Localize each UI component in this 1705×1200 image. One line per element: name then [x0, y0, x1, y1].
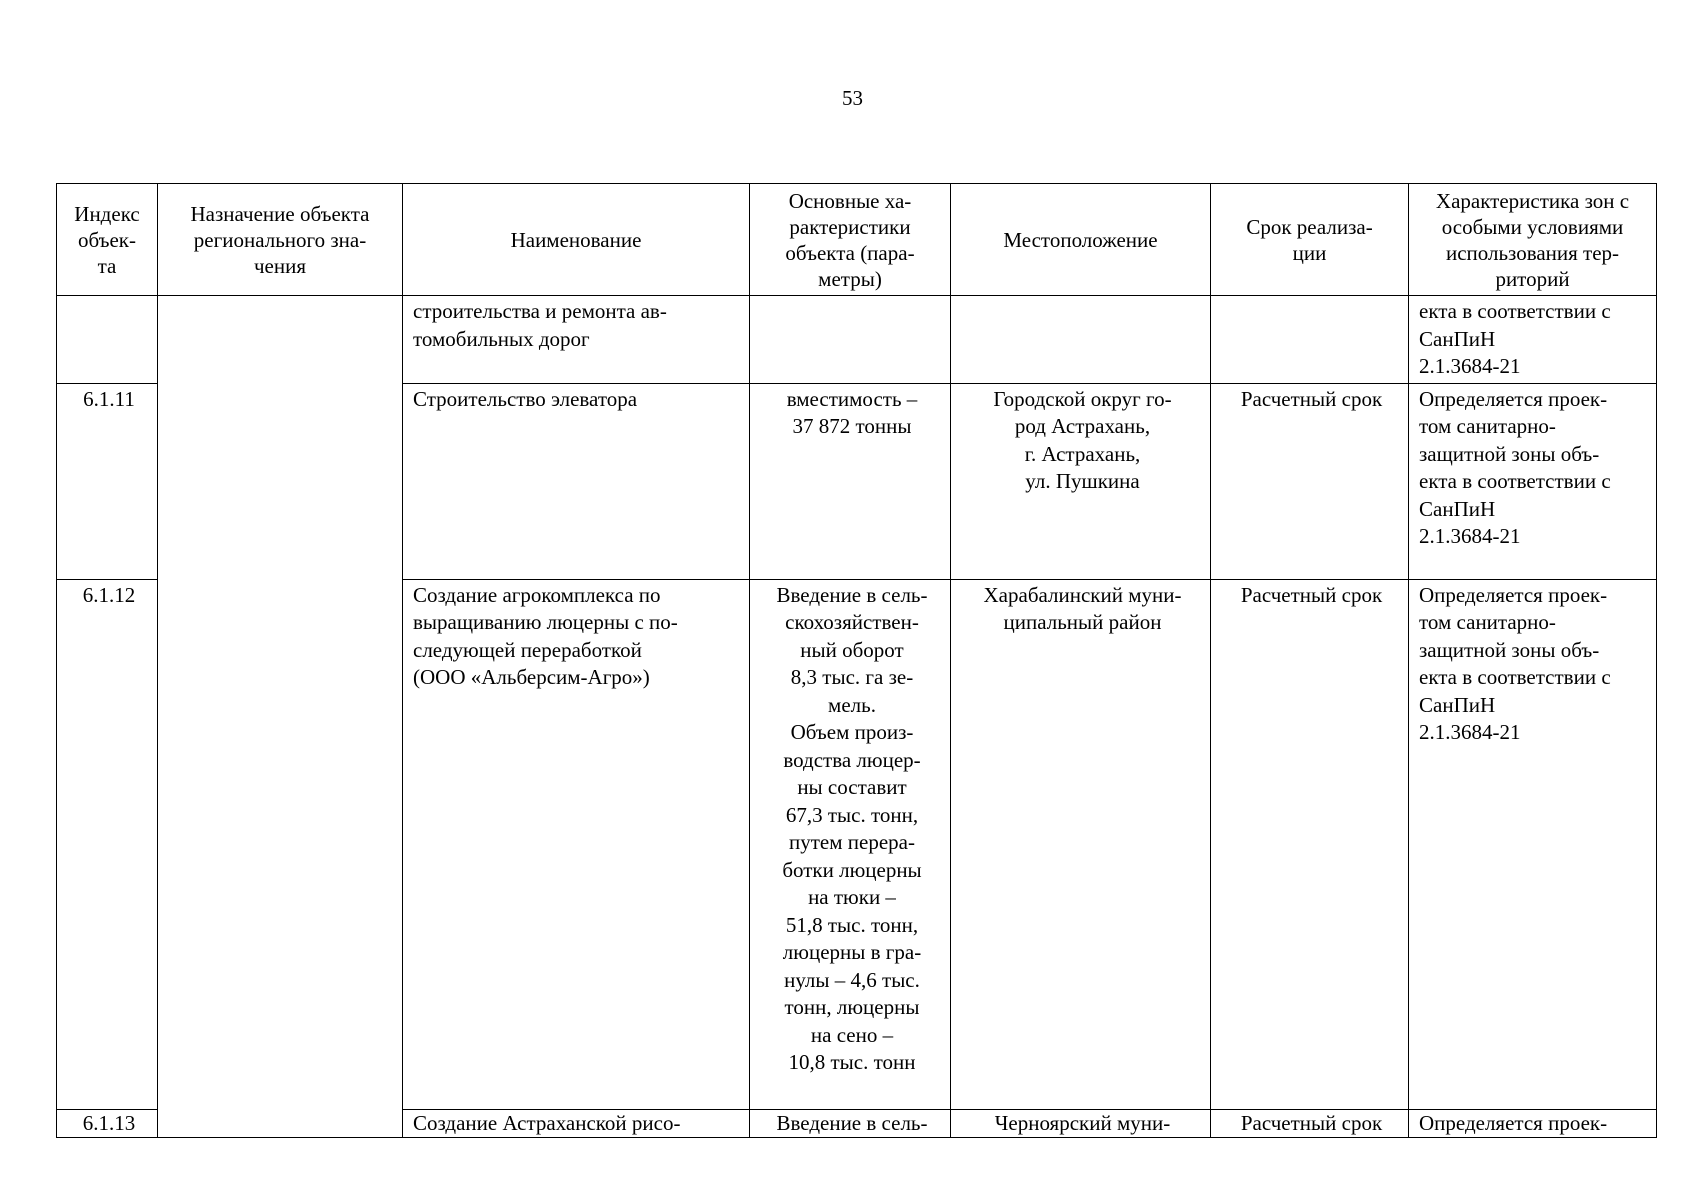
cell-zones: Определяется проек- [1409, 1109, 1657, 1138]
header-zones: Характеристика зон с особыми условиями использования тер- риторий [1409, 184, 1657, 296]
cell-name: Строительство элеватора [403, 383, 750, 579]
cell-term: Расчетный срок [1211, 383, 1409, 579]
cell-zones: Определяется проек- том санитарно- защитной зоны объ- екта в соответствии с СанПиН 2.1.3684-21 [1409, 383, 1657, 579]
cell-index: 6.1.11 [57, 383, 158, 579]
cell-params [750, 296, 951, 384]
cell-location: Черноярский муни- [951, 1109, 1211, 1138]
page-number: 53 [842, 86, 863, 110]
header-location: Местоположение [951, 184, 1211, 296]
cell-term: Расчетный срок [1211, 1109, 1409, 1138]
cell-location: Харабалинский муни- ципальный район [951, 579, 1211, 1109]
cell-purpose-merged [158, 296, 403, 1138]
header-params: Основные ха- рактеристики объекта (пара- метры) [750, 184, 951, 296]
objects-table [56, 183, 1657, 1138]
cell-index [57, 296, 158, 384]
cell-params: вместимость – 37 872 тонны [750, 383, 951, 579]
cell-zones: екта в соответствии с СанПиН 2.1.3684-21 [1409, 296, 1657, 384]
cell-index: 6.1.12 [57, 579, 158, 1109]
cell-location [951, 296, 1211, 384]
cell-params: Введение в сель- [750, 1109, 951, 1138]
cell-zones: Определяется проек- том санитарно- защитной зоны объ- екта в соответствии с СанПиН 2.1.3684-21 [1409, 579, 1657, 1109]
cell-index: 6.1.13 [57, 1109, 158, 1138]
cell-name: строительства и ремонта ав- томобильных дорог [403, 296, 750, 384]
cell-params: Введение в сель- скохозяйствен- ный оборот 8,3 тыс. га зе- мель. Объем произ- водства люцер- ны составит 67,3 тыс. тонн, путем перера- ботки люцерны на тюки – 51,8 тыс. тонн, люцерны в гра- нулы – 4,6 тыс. тонн, люцерны на сено – 10,8 тыс. тонн [750, 579, 951, 1109]
header-purpose: Назначение объекта регионального зна- чения [158, 184, 403, 296]
header-index: Индекс объек- та [57, 184, 158, 296]
header-name: Наименование [403, 184, 750, 296]
cell-term: Расчетный срок [1211, 579, 1409, 1109]
header-row [57, 184, 1657, 296]
cell-name: Создание Астраханской рисо- [403, 1109, 750, 1138]
cell-name: Создание агрокомплекса по выращиванию люцерны с по- следующей переработкой (ООО «Альберсим-Агро») [403, 579, 750, 1109]
cell-term [1211, 296, 1409, 384]
cell-location: Городской округ го- род Астрахань, г. Астрахань, ул. Пушкина [951, 383, 1211, 579]
table-row [57, 296, 1657, 384]
header-term: Срок реализа- ции [1211, 184, 1409, 296]
